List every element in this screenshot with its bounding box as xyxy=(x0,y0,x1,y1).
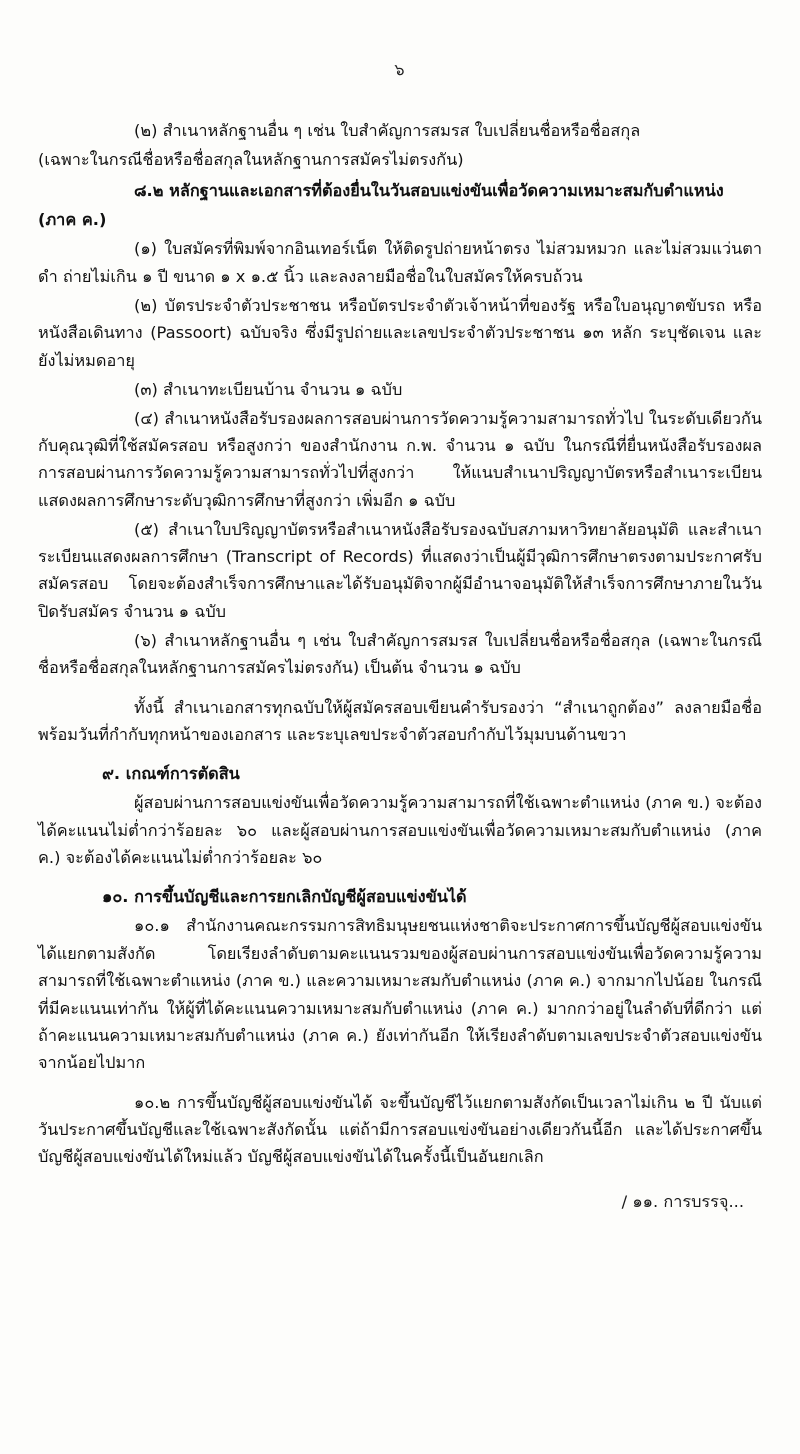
paragraph-item-1-application: (๑) ใบสมัครที่พิมพ์จากอินเทอร์เน็ต ให้ติดรูปถ่ายหน้าตรง ไม่สวมหมวก และไม่สวมแว่นตาดำ ถ่ายไม่เกิน ๑ ปี ขนาด ๑ x ๑.๕ นิ้ว และลงลายมือชื่อในใบสมัครให้ครบถ้วน xyxy=(38,239,762,286)
paragraph-item-6-other-docs: (๖) สำเนาหลักฐานอื่น ๆ เช่น ใบสำคัญการสมรส ใบเปลี่ยนชื่อหรือชื่อสกุล (เฉพาะในกรณีชื่อหรือชื่อสกุลในหลักฐานการสมัครไม่ตรงกัน) เป็นต้น จำนวน ๑ ฉบับ xyxy=(38,630,762,678)
paragraph-item-2-id-card: (๒) บัตรประจำตัวประชาชน หรือบัตรประจำตัวเจ้าหน้าที่ของรัฐ หรือใบอนุญาตขับรถ หรือหนังสือเดินทาง (Passoort) ฉบับจริง ซึ่งมีรูปถ่ายและเลขประจำตัวประชาชน ๑๓ หลัก ระบุชัดเจน และยังไม่หมดอายุ xyxy=(38,295,762,370)
heading-section-10: ๑๐. การขึ้นบัญชีและการยกเลิกบัญชีผู้สอบแข่งขันได้ xyxy=(102,887,467,907)
paragraph-certify-copy: ทั้งนี้ สำเนาเอกสารทุกฉบับให้ผู้สมัครสอบเขียนคำรับรองว่า “สำเนาถูกต้อง” ลงลายมือชื่อพร้อมวันที่กำกับทุกหน้าของเอกสาร และระบุเลขประจำตัวสอบกำกับไว้มุมบนด้านขวา xyxy=(38,697,762,744)
continuation-note: / ๑๑. การบรรจุ... xyxy=(621,1191,744,1211)
heading-section-8-2-part-c: (ภาค ค.) xyxy=(38,210,107,230)
paragraph-evidence-other-cont: (เฉพาะในกรณีชื่อหรือชื่อสกุลในหลักฐานการสมัครไม่ตรงกัน) xyxy=(38,150,464,169)
paragraph-item-4-certificate: (๔) สำเนาหนังสือรับรองผลการสอบผ่านการวัดความรู้ความสามารถทั่วไป ในระดับเดียวกันกับคุณวุฒิที่ใช้สมัครสอบ หรือสูงกว่า ของสำนักงาน ก.พ. จำนวน ๑ ฉบับ ในกรณีที่ยื่นหนังสือรับรองผลการสอบผ่านการวัดความรู้ความสามารถทั่วไปที่สูงกว่า ให้แนบสำเนาปริญญาบัตรหรือสำเนาระเบียนแสดงผลการศึกษาระดับวุฒิการศึกษาที่สูงกว่า เพิ่มอีก ๑ ฉบับ xyxy=(38,408,762,510)
paragraph-section-9-body: ผู้สอบผ่านการสอบแข่งขันเพื่อวัดความรู้ความสามารถที่ใช้เฉพาะตำแหน่ง (ภาค ข.) จะต้องได้คะแนนไม่ต่ำกว่าร้อยละ ๖๐ และผู้สอบผ่านการสอบแข่งขันเพื่อวัดความเหมาะสมกับตำแหน่ง (ภาค ค.) จะต้องได้คะแนนไม่ต่ำกว่าร้อยละ ๖๐ xyxy=(38,793,762,867)
heading-section-9: ๙. เกณฑ์การตัดสิน xyxy=(102,764,240,784)
paragraph-section-10-1: ๑๐.๑ สำนักงานคณะกรรมการสิทธิมนุษยชนแห่งชาติจะประกาศการขึ้นบัญชีผู้สอบแข่งขันได้แยกตามสังกัด โดยเรียงลำดับตามคะแนนรวมของผู้สอบผ่านการสอบแข่งขันเพื่อวัดความรู้ความสามารถที่ใช้เฉพาะตำแหน่ง (ภาค ข.) และความเหมาะสมกับตำแหน่ง (ภาค ค.) จากมากไปน้อย ในกรณีที่มีคะแนนเท่ากัน ให้ผู้ที่ได้คะแนนความเหมาะสมกับตำแหน่ง (ภาค ค.) มากกว่าอยู่ในลำดับที่ดีกว่า แต่ถ้าคะแนนความเหมาะสมกับตำแหน่ง (ภาค ค.) ยังเท่ากันอีก ให้เรียงลำดับตามเลขประจำตัวสอบแข่งขันจากน้อยไปมาก xyxy=(38,916,762,1073)
document-body xyxy=(0,83,800,1215)
paragraph-section-10-2: ๑๐.๒ การขึ้นบัญชีผู้สอบแข่งขันได้ จะขึ้นบัญชีไว้แยกตามสังกัดเป็นเวลาไม่เกิน ๒ ปี นับแต่วันประกาศขึ้นบัญชีและใช้เฉพาะสังกัดนั้น แต่ถ้ามีการสอบแข่งขันอย่างเดียวกันนี้อีก และได้ประกาศขึ้นบัญชีผู้สอบแข่งขันได้ใหม่แล้ว บัญชีผู้สอบแข่งขันได้ในครั้งนี้เป็นอันยกเลิก xyxy=(38,1092,762,1167)
paragraph-evidence-other: (๒) สำเนาหลักฐานอื่น ๆ เช่น ใบสำคัญการสมรส ใบเปลี่ยนชื่อหรือชื่อสกุล xyxy=(134,121,641,140)
paragraph-item-3-house-reg: (๓) สำเนาทะเบียนบ้าน จำนวน ๑ ฉบับ xyxy=(134,379,403,399)
heading-section-8-2: ๘.๒ หลักฐานและเอกสารที่ต้องยื่นในวันสอบแข่งขันเพื่อวัดความเหมาะสมกับตำแหน่ง xyxy=(134,181,724,201)
paragraph-item-5-transcript: (๕) สำเนาใบปริญญาบัตรหรือสำเนาหนังสือรับรองฉบับสภามหาวิทยาลัยอนุมัติ และสำเนาระเบียนแสดงผลการศึกษา (Transcript of Records) ที่แสดงว่าเป็นผู้มีวุฒิการศึกษาตรงตามประกาศรับสมัครสอบ โดยจะต้องสำเร็จการศึกษาและได้รับอนุมัติจากผู้มีอำนาจอนุมัติให้สำเร็จการศึกษาภายในวันปิดรับสมัคร จำนวน ๑ ฉบับ xyxy=(38,519,762,621)
page-number: ๖ xyxy=(394,60,406,79)
